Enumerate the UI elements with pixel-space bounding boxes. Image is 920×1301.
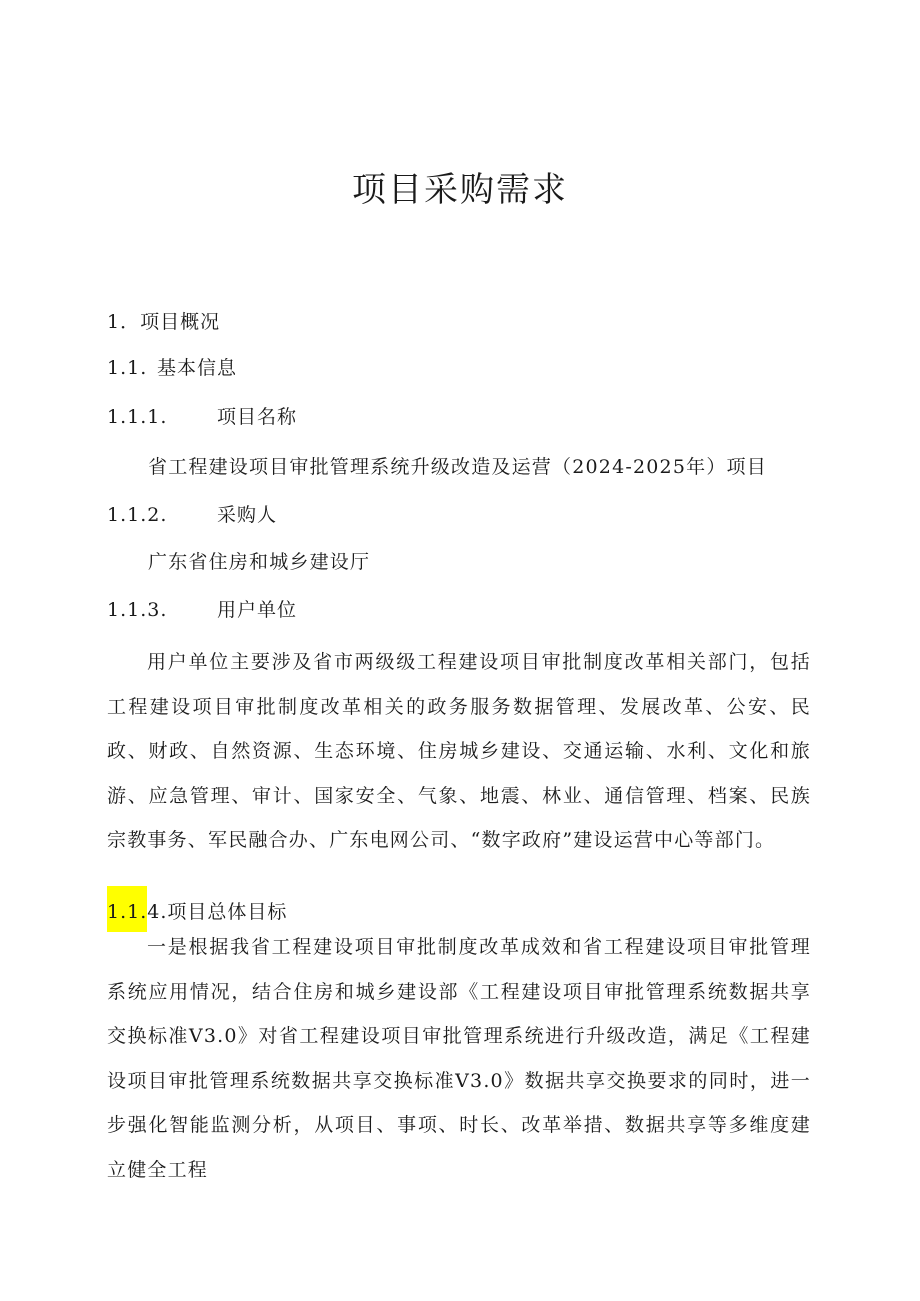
- section-1-1-heading: [107, 354, 237, 382]
- section-number: 1．: [107, 311, 141, 333]
- project-name-text: 省工程建设项目审批管理系统升级改造及运营（2024-2025年）项目: [148, 456, 767, 478]
- section-1-1-2-heading: [107, 501, 277, 529]
- section-label: 基本信息: [157, 357, 238, 379]
- section-number-rest: 4.: [147, 901, 168, 923]
- section-number: 1.1.2.: [107, 504, 168, 526]
- user-unit-paragraph: 用户单位主要涉及省市两级级工程建设项目审批制度改革相关部门，包括工程建设项目审批制度改革相关的政务服务数据管理、发展改革、公安、民政、财政、自然资源、生态环境、住房城乡建设、交通运输、水利、文化和旅游、应急管理、审计、国家安全、气象、地震、林业、通信管理、档案、民族宗教事务、军民融合办、广东电网公司、“数字政府”建设运营中心等部门。: [107, 651, 811, 851]
- section-label: 项目总体目标: [167, 901, 288, 923]
- highlighted-section-number: 1.1.: [107, 886, 147, 932]
- section-number: 1.1.1.: [107, 406, 168, 428]
- overall-goal-paragraph: 一是根据我省工程建设项目审批制度改革成效和省工程建设项目审批管理系统应用情况，结合住房和城乡建设部《工程建设项目审批管理系统数据共享交换标准V3.0》对省工程建设项目审批管理系统进行升级改造，满足《工程建设项目审批管理系统数据共享交换标准V3.0》数据共享交换要求的同时，进一步强化智能监测分析，从项目、事项、时长、改革举措、数据共享等多维度建立健全工程: [107, 936, 811, 1181]
- section-label: 项目名称: [217, 406, 298, 428]
- section-label: 采购人: [217, 504, 278, 526]
- section-number: 1.1.3.: [107, 599, 168, 621]
- section-label: 项目概况: [140, 311, 221, 333]
- section-1-1-1-heading: [107, 403, 297, 431]
- purchaser-text: 广东省住房和城乡建设厅: [148, 551, 371, 573]
- document-title: 项目采购需求: [352, 170, 568, 210]
- section-number: 1.1.: [107, 357, 148, 379]
- section-1-heading: [107, 308, 220, 336]
- section-label: 用户单位: [217, 599, 298, 621]
- section-1-1-3-heading: [107, 596, 297, 624]
